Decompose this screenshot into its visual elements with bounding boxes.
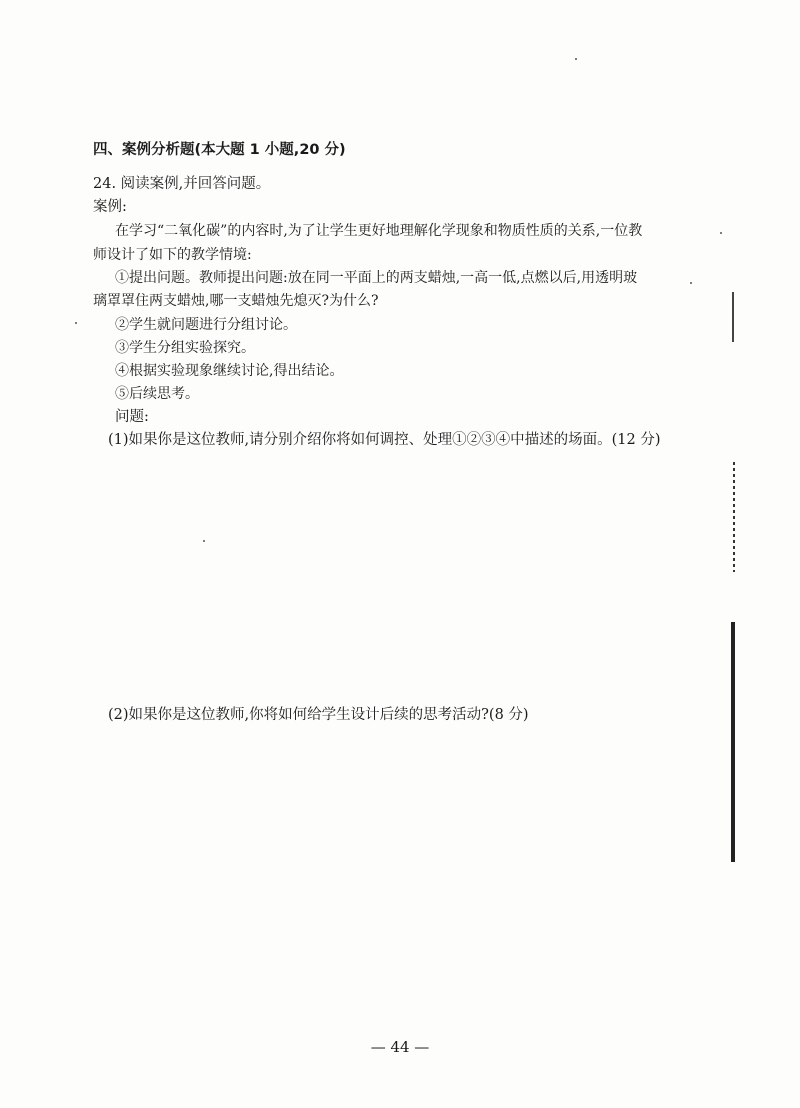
scan-artifact-dot — [720, 232, 722, 234]
scan-artifact-line — [732, 292, 734, 342]
step-1-line-2: 璃罩罩住两支蜡烛,哪一支蜡烛先熄灭?为什么? — [93, 293, 379, 309]
step-1-line-1: ①提出问题。教师提出问题:放在同一平面上的两支蜡烛,一高一低,点燃以后,用透明玻 — [115, 270, 638, 286]
sub-question-1: (1)如果你是这位教师,请分别介绍你将如何调控、处理①②③④中描述的场面。(12 分) — [108, 432, 661, 448]
step-3: ③学生分组实验探究。 — [115, 340, 255, 356]
scan-artifact-dot — [203, 540, 205, 542]
case-intro-line-1: 在学习“二氧化碳”的内容时,为了让学生更好地理解化学现象和物质性质的关系,一位教 — [115, 223, 643, 239]
scan-artifact-dot — [75, 322, 77, 324]
question-prompt: 24. 阅读案例,并回答问题。 — [93, 176, 271, 192]
step-4: ④根据实验现象继续讨论,得出结论。 — [115, 363, 344, 379]
questions-label: 问题: — [115, 409, 149, 425]
page-number: — 44 — — [370, 1038, 430, 1056]
sub-question-2: (2)如果你是这位教师,你将如何给学生设计后续的思考活动?(8 分) — [108, 707, 529, 723]
case-intro-line-2: 师设计了如下的教学情境: — [93, 247, 252, 263]
step-2: ②学生就问题进行分组讨论。 — [115, 317, 297, 333]
scan-artifact-dashes — [733, 462, 735, 572]
scan-artifact-bar — [731, 622, 735, 862]
scan-artifact-dot — [690, 282, 692, 284]
scan-artifact-dot — [575, 58, 577, 60]
section-heading: 四、案例分析题(本大题 1 小题,20 分) — [93, 142, 346, 158]
case-label: 案例: — [93, 199, 127, 215]
step-5: ⑤后续思考。 — [115, 386, 199, 402]
